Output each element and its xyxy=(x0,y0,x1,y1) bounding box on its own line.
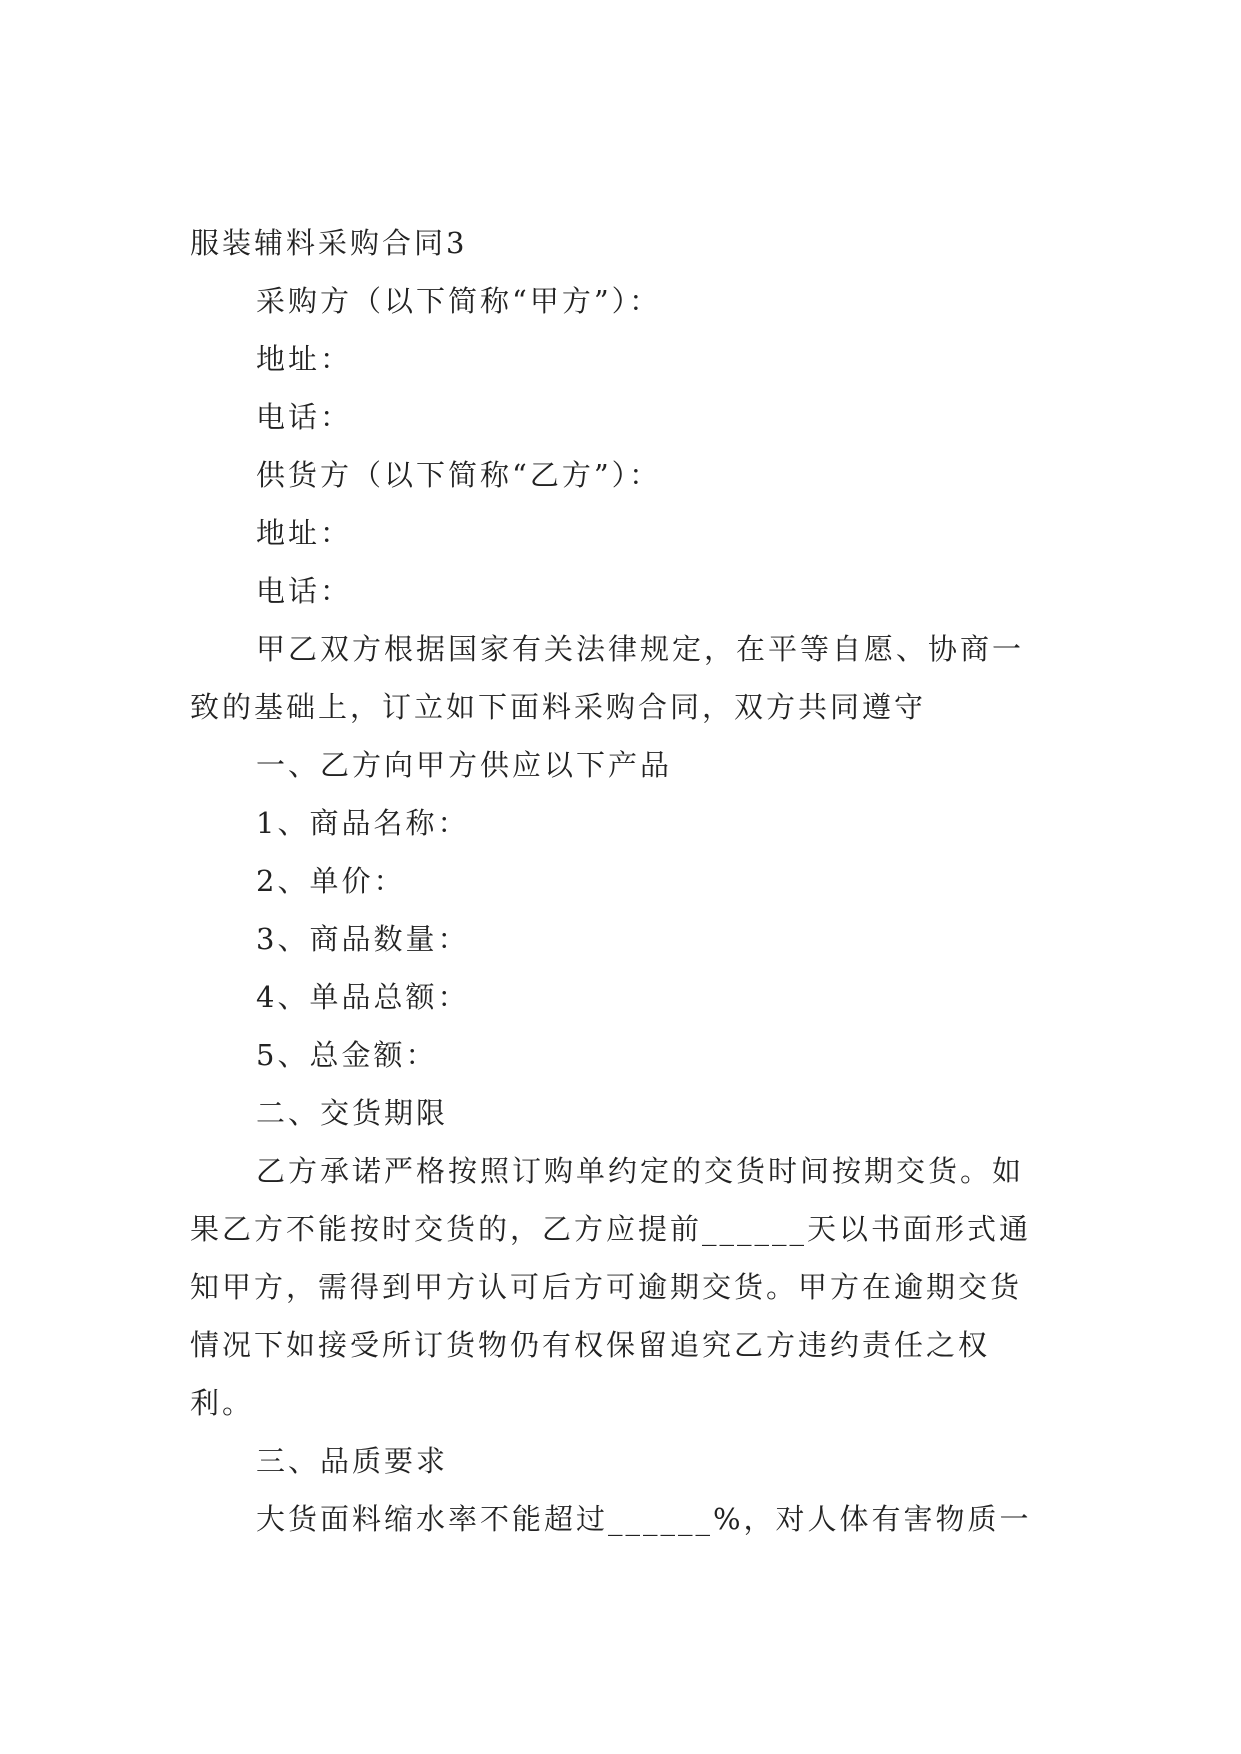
quality-line-1: 大货面料缩水率不能超过______%，对人体有害物质一 xyxy=(256,1502,1032,1536)
section1-heading: 一、乙方向甲方供应以下产品 xyxy=(256,748,673,782)
party-b-phone: 电话： xyxy=(256,574,353,608)
document-title: 服装辅料采购合同3 xyxy=(190,226,468,260)
party-a-address: 地址： xyxy=(256,342,353,376)
delivery-line-3: 知甲方，需得到甲方认可后方可逾期交货。甲方在逾期交货 xyxy=(190,1270,1023,1304)
party-a-phone: 电话： xyxy=(256,400,353,434)
section3-heading: 三、品质要求 xyxy=(256,1444,449,1478)
party-b-address: 地址： xyxy=(256,516,353,550)
item-subtotal: 4、单品总额： xyxy=(256,980,470,1014)
preamble-line-2: 致的基础上，订立如下面料采购合同，双方共同遵守 xyxy=(190,690,927,724)
section2-heading: 二、交货期限 xyxy=(256,1096,449,1130)
preamble-line-1: 甲乙双方根据国家有关法律规定，在平等自愿、协商一 xyxy=(256,632,1025,666)
item-total: 5、总金额： xyxy=(256,1038,438,1072)
party-b-line: 供货方（以下简称“乙方”）： xyxy=(256,458,662,492)
delivery-line-2: 果乙方不能按时交货的，乙方应提前______天以书面形式通 xyxy=(190,1212,1032,1246)
delivery-line-5: 利。 xyxy=(190,1386,255,1420)
item-quantity: 3、商品数量： xyxy=(256,922,470,956)
delivery-line-4: 情况下如接受所订货物仍有权保留追究乙方违约责任之权 xyxy=(190,1328,991,1362)
delivery-line-1: 乙方承诺严格按照订购单约定的交货时间按期交货。如 xyxy=(256,1154,1025,1188)
item-product-name: 1、商品名称： xyxy=(256,806,470,840)
party-a-line: 采购方（以下简称“甲方”）： xyxy=(256,284,662,318)
item-unit-price: 2、单价： xyxy=(256,864,406,898)
